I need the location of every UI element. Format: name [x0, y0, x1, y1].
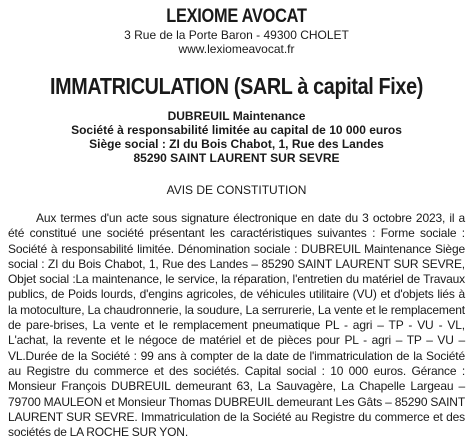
- company-seat: Siège social : ZI du Bois Chabot, 1, Rue des Landes: [89, 137, 384, 151]
- cabinet-header: [8, 6, 465, 56]
- cabinet-website: www.lexiomeavocat.fr: [178, 42, 295, 56]
- cabinet-name: LEXIOME AVOCAT: [166, 6, 307, 27]
- company-block: [8, 109, 465, 165]
- notice-body-paragraph: Aux termes d'un acte sous signature électronique en date du 3 octobre 2023, il a été constitué une société présentant les caractéristiques suivantes : Forme sociale : Société à responsabilité limitée. Dénomination sociale : DUBREUIL Maintenance Siège social : ZI du Bois Chabot, 1, Rue des Landes – 85290 SAINT LAURENT SUR SEVRE, Objet social :La maintenance, le service, la réparation, l'entretien du matériel de Travaux publics, de Poids lourds, d'engins agricoles, de véhicules utilitaire (VU) et d'objets liés à la motoculture, La chaudronnerie, la soudure, La serrurerie, La vente et le remplacement de pare-brises, La vente et le remplacement pneumatique PL - agri – TP - VU - VL, L'achat, la revente et le négoce de matériel et de pièces pour PL - agri – TP – VU – VL.Durée de la Société : 99 ans à compter de la date de l'immatriculation de la Société au Registre du commerce et des sociétés. Capital social : 10 000 euros. Gérance : Monsieur François DUBREUIL demeurant 63, La Sauvagère, La Chapelle Largeau – 79700 MAULEON et Monsieur Thomas DUBREUIL demeurant Les Gâts – 85290 SAINT LAURENT SUR SEVRE. Immatriculation de la Société au Registre du commerce et des sociétés de LA ROCHE SUR YON.: [8, 211, 465, 440]
- company-form-capital: Société à responsabilité limitée au capital de 10 000 euros: [71, 123, 402, 137]
- notice-body: [8, 211, 465, 440]
- company-postcode-city: 85290 SAINT LAURENT SUR SEVRE: [133, 151, 340, 165]
- notice-headline: IMMATRICULATION (SARL à capital Fixe): [49, 73, 423, 99]
- notice-title: AVIS DE CONSTITUTION: [166, 183, 307, 197]
- company-name: DUBREUIL Maintenance: [167, 109, 306, 123]
- cabinet-address: 3 Rue de la Porte Baron - 49300 CHOLET: [124, 28, 349, 42]
